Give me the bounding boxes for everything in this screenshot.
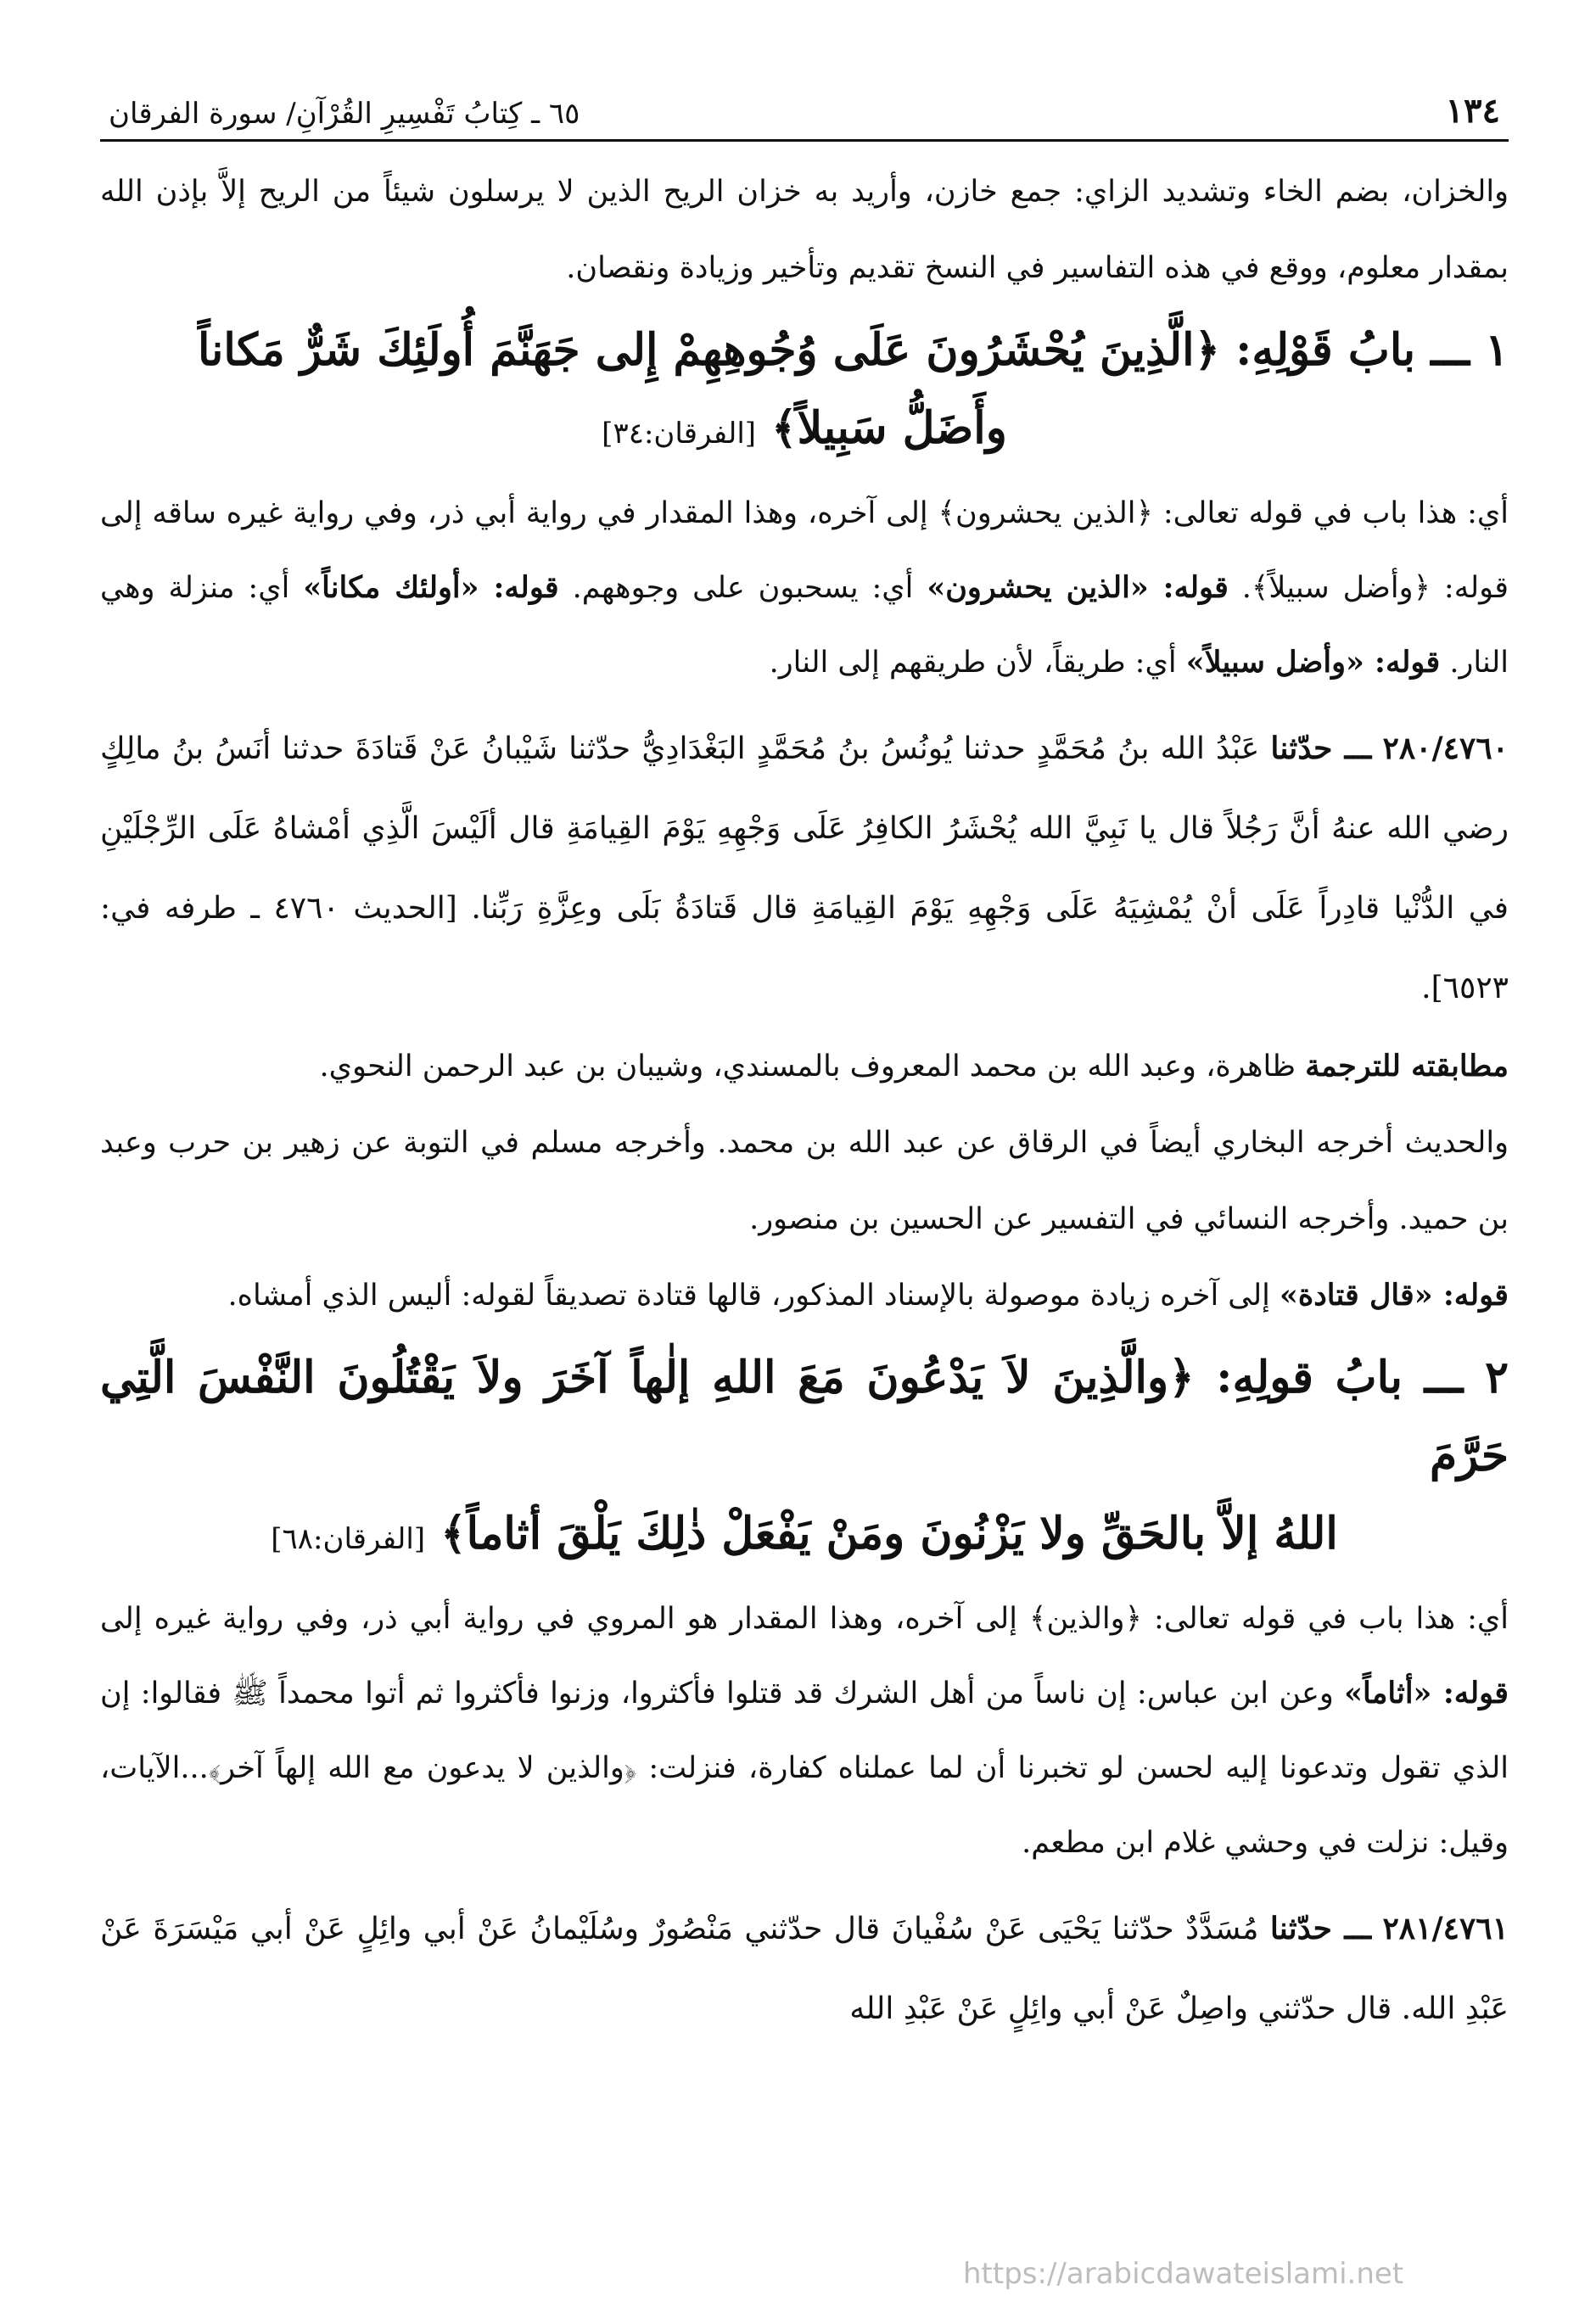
chapter-heading-1-line2-text: وأَضَلُّ سَبِيلاً﴾ xyxy=(771,402,1007,454)
hadith-text-2: مُسَدَّدٌ حدّثنا يَحْيَى عَنْ سُفْيانَ قال حدّثني مَنْصُورٌ وسُلَيْمانُ عَنْ أبي وائِلٍ عَنْ أبي مَيْسَرَةَ عَنْ عَبْدِ الله. قال حدّثني واصِلٌ عَنْ أبي وائِلٍ عَنْ عَبْدِ الله xyxy=(100,1912,1509,2026)
hadith-number-2: ٢٨١/٤٧٦١ xyxy=(1382,1911,1509,1946)
qawluhu-paragraph xyxy=(100,1257,1509,1334)
commentary-2-text-b: وعن ابن عباس: إن ناساً من أهل الشرك قد قتلوا فأكثروا، وزنوا فأكثروا ثم أتوا محمداً ﷺ فقالوا: إن الذي تقول وتدعونا إليه لحسن لو تخبرنا أن لما عملناه كفارة، فنزلت: ﴿والذين لا يدعون مع الله إلهاً آخر﴾...الآيات، وقيل: نزلت في وحشي غلام ابن مطعم. xyxy=(100,1677,1509,1860)
chapter-heading-2-line2-text: اللهُ إلاَّ بالحَقِّ ولا يَزْنُونَ ومَنْ يَفْعَلْ ذٰلِكَ يَلْقَ أثاماً﴾ xyxy=(440,1508,1338,1559)
qawluhu-text: إلى آخره زيادة موصولة بالإسناد المذكور، قالها قتادة تصديقاً لقوله: أليس الذي أمشاه. xyxy=(227,1279,1270,1313)
page-header xyxy=(100,68,1509,142)
commentary-2-text-a: أي: هذا باب في قوله تعالى: ﴿والذين﴾ إلى آخره، وهذا المقدار هو المروي في رواية أبي ذر، وفي رواية غيره إلى xyxy=(100,1602,1509,1636)
hadith-number: ٢٨٠/٤٧٦٠ xyxy=(1382,731,1509,766)
chapter-heading-1 xyxy=(100,311,1509,473)
commentary-2 xyxy=(100,1582,1509,1880)
takhrij-paragraph: والحديث أخرجه البخاري أيضاً في الرقاق عن عبد الله بن محمد. وأخرجه مسلم في التوبة عن زهير بن حرب وعبد بن حميد. وأخرجه النسائي في التفسير عن الحسين بن منصور. xyxy=(100,1126,1509,1236)
chapter-heading-1-line2 xyxy=(100,389,1509,473)
page-number: ١٣٤ xyxy=(1445,91,1500,131)
book-page xyxy=(100,68,1509,2291)
hadith-reference: [الحديث ٤٧٦٠ ـ طرفه في: ٦٥٢٣]. xyxy=(100,891,1509,1005)
hadith-opening: ـــ حدّثنا xyxy=(1270,731,1372,766)
quran-reference-2: [الفرقان:٦٨] xyxy=(271,1522,426,1556)
commentary-1-keyword-c: قوله: «وأضل سبيلاً» xyxy=(1185,645,1441,680)
commentary-1-keyword-a: قوله: «الذين يحشرون» xyxy=(927,570,1229,605)
commentary-1-text-c: أي: منزلة وهي النار. xyxy=(100,571,1509,680)
commentary-1-text-a: أي: هذا باب في قوله تعالى: ﴿الذين يحشرون﴾ إلى آخره، وهذا المقدار في رواية أبي ذر، وفي رواية غيره ساقه إلى قوله: ﴿وأضل سبيلاً﴾. xyxy=(100,496,1509,605)
hadith-281 xyxy=(100,1889,1509,2049)
commentary-1 xyxy=(100,476,1509,700)
chapter-heading-2-line2 xyxy=(100,1495,1509,1578)
mutabaqa-label: مطابقته للترجمة xyxy=(1305,1049,1509,1084)
chapter-heading-1-text: ١ ـــ بابُ قَوْلِهِ: ﴿الَّذِينَ يُحْشَرُونَ عَلَى وُجُوهِهِمْ إِلى جَهَنَّمَ أُولَئِكَ شَرٌّ مَكاناً xyxy=(198,324,1509,376)
quran-reference-1: [الفرقان:٣٤] xyxy=(602,417,757,451)
watermark-url: https://arabicdawateislami.net xyxy=(963,2257,1404,2291)
commentary-1-keyword-b: قوله: «أولئك مكاناً» xyxy=(303,570,559,605)
running-title: ٦٥ ـ كِتابُ تَفْسِيرِ القُرْآنِ/ سورة الفرقان xyxy=(109,97,580,131)
chapter-heading-2-text: ٢ ـــ بابُ قولِهِ: ﴿والَّذِينَ لاَ يَدْعُونَ مَعَ اللهِ إلٰهاً آخَرَ ولاَ يَقْتُلُونَ النَّفْسَ الَّتِي حَرَّمَ xyxy=(100,1352,1509,1481)
intro-paragraph: والخزان، بضم الخاء وتشديد الزاي: جمع خازن، وأريد به خزان الريح الذين لا يرسلون شيئاً من الريح إلاَّ بإذن الله بمقدار معلوم، ووقع في هذه التفاسير في النسخ تقديم وتأخير وزيادة ونقصان. xyxy=(100,175,1509,285)
commentary-1-text-d: أي: طريقاً، لأن طريقهم إلى النار. xyxy=(769,646,1177,680)
commentary-2-keyword-a: قوله: «أثاماً» xyxy=(1344,1676,1509,1711)
hadith-text: عَبْدُ الله بنُ مُحَمَّدٍ حدثنا يُونُسُ بنُ مُحَمَّدٍ البَغْدَادِيُّ حدّثنا شَيْبانُ عَنْ قَتادَةَ حدثنا أنَسُ بنُ مالِكٍ رضي الله عنهُ أنَّ رَجُلاً قال يا نَبِيَّ الله يُحْشَرُ الكافِرُ عَلَى وَجْهِهِ يَوْمَ القِيامَةِ قال ألَيْسَ الَّذِي أمْشاهُ عَلَى الرِّجْلَيْنِ في الدُّنْيا قادِراً عَلَى أنْ يُمْشِيَهُ عَلَى وَجْهِهِ يَوْمَ القِيامَةِ قال قَتادَةُ بَلَى وعِزَّةِ رَبِّنا. xyxy=(100,731,1509,926)
qawluhu-label: قوله: «قال قتادة» xyxy=(1280,1278,1509,1313)
hadith-opening-2: ـــ حدّثنا xyxy=(1269,1911,1372,1946)
chapter-heading-2 xyxy=(100,1339,1509,1578)
commentary-1-text-b: أي: يسحبون على وجوههم. xyxy=(572,571,914,605)
mutabaqa-text: ظاهرة، وعبد الله بن محمد المعروف بالمسندي، وشيبان بن عبد الرحمن النحوي. xyxy=(319,1050,1296,1084)
hadith-280 xyxy=(100,708,1509,1028)
mutabaqa-paragraph xyxy=(100,1028,1509,1105)
